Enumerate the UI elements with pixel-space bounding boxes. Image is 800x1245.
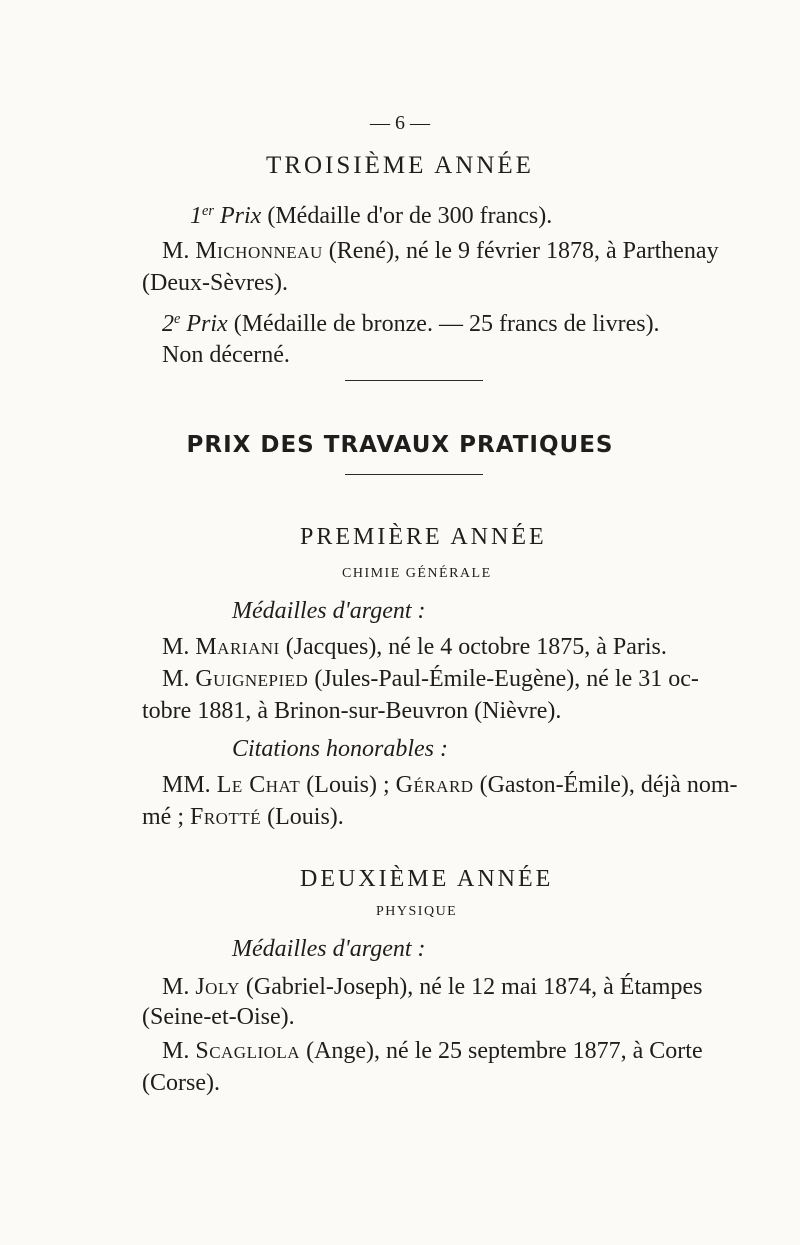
heading-deuxieme-annee: DEUXIÈME ANNÉE: [300, 866, 554, 892]
entry-michonneau-line1: [162, 236, 719, 266]
prefix: M.: [162, 974, 196, 1000]
heading-troisieme-annee: TROISIÈME ANNÉE: [266, 152, 534, 179]
person-name: Gérard: [395, 772, 474, 798]
prefix: MM.: [162, 772, 217, 798]
entry-joly-line1: [162, 972, 702, 1002]
subject-chimie-generale: CHIMIE GÉNÉRALE: [342, 566, 492, 581]
person-name: Le Chat: [216, 772, 301, 798]
entry-scagliola-line2: (Corse).: [142, 1070, 220, 1096]
prize-sup: e: [174, 311, 181, 327]
person-name: Guignepied: [195, 666, 309, 692]
entry-text: (Louis) ;: [300, 772, 396, 798]
divider-top: [345, 380, 483, 381]
entry-guignepied-line2: tobre 1881, à Brinon-sur-Beuvron (Nièvre).: [142, 698, 562, 724]
prize-number: 2: [162, 310, 174, 337]
person-name: Mariani: [195, 634, 280, 660]
divider-bottom: [345, 474, 483, 475]
page-number: — 6 —: [370, 112, 430, 134]
entry-text: (Gabriel-Joseph), né le 12 mai 1874, à Étampes: [239, 974, 703, 1000]
heading-premiere-annee: PREMIÈRE ANNÉE: [300, 524, 547, 550]
citations-line1: [162, 770, 738, 800]
entry-mariani: [162, 632, 667, 662]
entry-text: (Ange), né le 25 septembre 1877, à Corte: [300, 1038, 703, 1064]
entry-text: (René), né le 9 février 1878, à Parthenay: [322, 238, 719, 264]
prize-first-line: [190, 196, 552, 231]
entry-text: (Jacques), né le 4 octobre 1875, à Paris.: [279, 634, 667, 660]
not-awarded: Non décerné.: [162, 342, 290, 368]
entry-michonneau-line2: (Deux-Sèvres).: [142, 270, 288, 296]
person-name: Joly: [195, 974, 240, 1000]
prize-word: Prix: [180, 310, 228, 337]
person-name: Scagliola: [195, 1038, 301, 1064]
prize-desc: (Médaille de bronze. — 25 francs de livres).: [227, 310, 660, 337]
prize-number: 1: [190, 202, 202, 229]
entry-scagliola-line1: [162, 1036, 703, 1066]
prize-sup: er: [202, 203, 214, 219]
medals-label: Médailles d'argent :: [232, 936, 426, 962]
section-title: PRIX DES TRAVAUX PRATIQUES: [186, 432, 614, 458]
prefix: M.: [162, 634, 196, 660]
entry-joly-line2: (Seine-et-Oise).: [142, 1004, 295, 1030]
prefix: M.: [162, 666, 196, 692]
prefix: M.: [162, 1038, 196, 1064]
entry-guignepied-line1: [162, 664, 699, 694]
entry-text: (Louis).: [261, 804, 344, 830]
prefix: M.: [162, 238, 196, 264]
entry-text: (Jules-Paul-Émile-Eugène), né le 31 oc-: [308, 666, 699, 692]
prize-second-line: [162, 304, 660, 339]
entry-text: (Gaston-Émile), déjà nom-: [473, 772, 738, 798]
medals-label: Médailles d'argent :: [232, 598, 426, 624]
person-name: Michonneau: [195, 238, 323, 264]
citations-label: Citations honorables :: [232, 736, 449, 762]
subject-physique: PHYSIQUE: [376, 904, 458, 919]
person-name: Frotté: [190, 804, 262, 830]
citations-line2: [142, 802, 344, 832]
entry-text: mé ;: [142, 804, 190, 830]
prize-word: Prix: [214, 202, 262, 229]
prize-desc: (Médaille d'or de 300 francs).: [261, 202, 553, 229]
